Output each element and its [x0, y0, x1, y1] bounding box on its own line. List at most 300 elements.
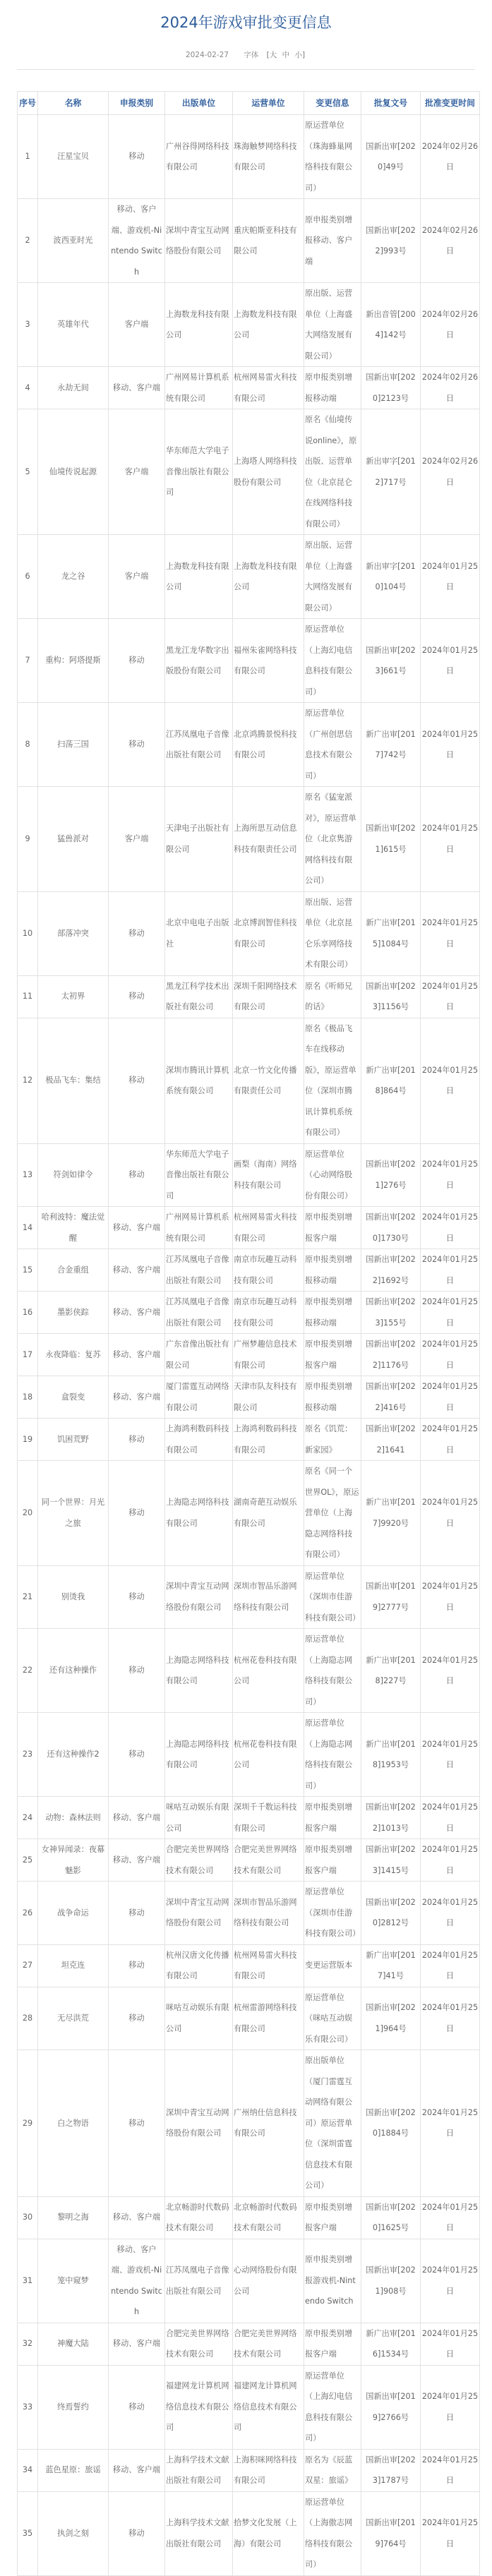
cell-index: 33 [18, 2365, 38, 2449]
table-row [18, 2365, 480, 2449]
cell-index: 19 [18, 1419, 38, 1461]
cell-category: 移动 [109, 1713, 165, 1797]
divider [17, 69, 475, 70]
cell-publisher: 江苏凤凰电子音像出版社有限公司 [165, 1249, 233, 1292]
cell-index: 4 [18, 367, 38, 409]
table-row [18, 1797, 480, 1839]
cell-operator: 深圳市智品乐游网络科技有限公司 [233, 1565, 304, 1629]
cell-index: 31 [18, 2239, 38, 2323]
cell-name: 重构：阿塔提斯 [38, 619, 109, 703]
cell-change-info: 原名《极品飞车在线移动版》，原运营单位（深圳市腾讯计算机系统有限公司） [304, 1018, 361, 1143]
cell-operator: 杭州花卷科技有限公司 [233, 1629, 304, 1713]
cell-approval-date: 2024年01月25日 [421, 1461, 480, 1566]
cell-publisher: 上海科学技术文献出版社有限公司 [165, 2449, 233, 2491]
cell-index: 16 [18, 1292, 38, 1334]
cell-index: 14 [18, 1207, 38, 1249]
cell-name: 执剑之刻 [38, 2491, 109, 2575]
cell-category: 移动、客户端 [109, 1249, 165, 1292]
cell-operator: 杭州花卷科技有限公司 [233, 1713, 304, 1797]
font-size-label: 字体 [244, 51, 259, 59]
cell-publisher: 深圳中青宝互动网络股份有限公司 [165, 1565, 233, 1629]
cell-change-info: 原申报类别增报客户端 [304, 2323, 361, 2365]
cell-change-info: 原申报类别增报移动端 [304, 1249, 361, 1292]
cell-change-info: 原申报类别增报客户端 [304, 1797, 361, 1839]
cell-approval-number: 新广出审[2017]41号 [361, 1944, 421, 1987]
cell-approval-date: 2024年02月26日 [421, 199, 480, 283]
cell-approval-date: 2024年01月25日 [421, 1797, 480, 1839]
cell-change-info: 原申报类别增报客户端 [304, 2196, 361, 2239]
cell-name: 笼中窥梦 [38, 2239, 109, 2323]
cell-approval-date: 2024年01月25日 [421, 1292, 480, 1334]
font-size-large-link[interactable]: [大 [266, 51, 277, 59]
cell-operator: 上海数龙科技有限公司 [233, 535, 304, 619]
cell-publisher: 咪咕互动娱乐有限公司 [165, 1797, 233, 1839]
cell-approval-date: 2024年01月25日 [421, 1713, 480, 1797]
cell-operator: 重庆帕斯亚科技有限公司 [233, 199, 304, 283]
cell-index: 9 [18, 787, 38, 892]
cell-operator: 广州纳仕信息科技有限公司 [233, 2050, 304, 2197]
cell-change-info: 原名为《辰蓝双星：旅谣》 [304, 2449, 361, 2491]
table-row [18, 535, 480, 619]
table-row [18, 1376, 480, 1419]
publish-date: 2024-02-27 [185, 51, 229, 59]
cell-category: 移动、客户端 [109, 367, 165, 409]
cell-operator: 北京畅游时代数码技术有限公司 [233, 2196, 304, 2239]
cell-operator: 北京鸿腾景悦科技有限公司 [233, 703, 304, 787]
cell-category: 移动 [109, 703, 165, 787]
cell-name: 盒裂变 [38, 1376, 109, 1419]
column-header-publisher: 出版单位 [165, 92, 233, 115]
cell-approval-number: 国新出审[2023]155号 [361, 1292, 421, 1334]
cell-name: 永夜降临：复苏 [38, 1334, 109, 1376]
cell-approval-number: 国新出审[2021]276号 [361, 1143, 421, 1207]
cell-operator: 南京市玩趣互动科技有限公司 [233, 1249, 304, 1292]
cell-operator: 上海数龙科技有限公司 [233, 283, 304, 367]
cell-name: 神魔大陆 [38, 2323, 109, 2365]
cell-change-info: 原名《听师兄的话》 [304, 975, 361, 1018]
cell-approval-number: 国新出审[2021]908号 [361, 2239, 421, 2323]
article-meta [0, 49, 492, 61]
cell-publisher: 天津电子出版社有限公司 [165, 787, 233, 892]
cell-publisher: 华东师范大学电子音像出版社有限公司 [165, 409, 233, 535]
cell-approval-date: 2024年01月25日 [421, 2196, 480, 2239]
cell-approval-date: 2024年01月25日 [421, 1629, 480, 1713]
cell-approval-date: 2024年01月25日 [421, 2050, 480, 2197]
cell-name: 战争命运 [38, 1882, 109, 1945]
cell-approval-date: 2024年01月25日 [421, 1143, 480, 1207]
cell-approval-date: 2024年01月25日 [421, 1334, 480, 1376]
table-row [18, 1419, 480, 1461]
cell-change-info: 原运营单位（上海隐志网络科技有限公司） [304, 1629, 361, 1713]
cell-publisher: 上海隐志网络科技有限公司 [165, 1713, 233, 1797]
cell-approval-number: 新广出审[2015]1084号 [361, 891, 421, 975]
cell-operator: 福建网龙计算机网络信息技术有限公司 [233, 2365, 304, 2449]
cell-change-info: 原申报类别增报移动端 [304, 1292, 361, 1334]
cell-publisher: 咪咕互动娱乐有限公司 [165, 1987, 233, 2050]
table-row [18, 2491, 480, 2575]
cell-category: 移动、客户端 [109, 2323, 165, 2365]
font-size-medium-link[interactable]: 中 [282, 51, 290, 59]
table-row [18, 975, 480, 1018]
cell-change-info: 原运营单位（上海傲志网络科技有限公司） [304, 2491, 361, 2575]
column-header-operator: 运营单位 [233, 92, 304, 115]
column-header-name: 名称 [38, 92, 109, 115]
cell-approval-number: 新出审字[2010]104号 [361, 535, 421, 619]
cell-approval-number: 国新出审[2022]1692号 [361, 1249, 421, 1292]
cell-operator: 杭州网易雷火科技有限公司 [233, 367, 304, 409]
cell-category: 移动、客户端、游戏机-Nintendo Switch [109, 2239, 165, 2323]
cell-publisher: 上海隐志网络科技有限公司 [165, 1629, 233, 1713]
cell-publisher: 江苏凤凰电子音像出版社有限公司 [165, 2239, 233, 2323]
cell-index: 27 [18, 1944, 38, 1987]
cell-change-info: 原名《饥荒：新家园》 [304, 1419, 361, 1461]
cell-approval-number: 国新出审[2019]2766号 [361, 2365, 421, 2449]
page-title: 2024年游戏审批变更信息 [160, 14, 332, 31]
cell-change-info: 原运营单位（上海幻电信息科技有限公司） [304, 619, 361, 703]
cell-index: 7 [18, 619, 38, 703]
cell-approval-date: 2024年01月25日 [421, 2449, 480, 2491]
table-row [18, 619, 480, 703]
cell-approval-date: 2024年01月25日 [421, 787, 480, 892]
table-row [18, 1987, 480, 2050]
cell-name: 猛兽派对 [38, 787, 109, 892]
table-header-row [18, 92, 480, 115]
cell-name: 女神异闻录：夜幕魅影 [38, 1839, 109, 1882]
cell-publisher: 北京中电电子出版社 [165, 891, 233, 975]
cell-index: 35 [18, 2491, 38, 2575]
cell-name: 坦克连 [38, 1944, 109, 1987]
cell-change-info: 原运营单位（上海隐志网络科技有限公司） [304, 1713, 361, 1797]
cell-index: 11 [18, 975, 38, 1018]
cell-approval-number: 国新出审[2020]49号 [361, 115, 421, 199]
table-row [18, 787, 480, 892]
cell-name: 同一个世界：月光之旅 [38, 1461, 109, 1566]
cell-approval-date: 2024年01月25日 [421, 1987, 480, 2050]
cell-approval-number: 国新出审[2022]1013号 [361, 1797, 421, 1839]
cell-name: 龙之谷 [38, 535, 109, 619]
cell-operator: 画梨（海南）网络科技有限公司 [233, 1143, 304, 1207]
cell-category: 移动 [109, 2050, 165, 2197]
cell-index: 24 [18, 1797, 38, 1839]
cell-publisher: 合肥完美世界网络技术有限公司 [165, 2323, 233, 2365]
cell-category: 移动 [109, 1987, 165, 2050]
cell-name: 太初界 [38, 975, 109, 1018]
cell-index: 22 [18, 1629, 38, 1713]
cell-name: 蓝色星原：旅谣 [38, 2449, 109, 2491]
cell-index: 30 [18, 2196, 38, 2239]
cell-publisher: 杭州汉唐文化传播有限公司 [165, 1944, 233, 1987]
cell-category: 移动、客户端 [109, 1207, 165, 1249]
cell-category: 移动 [109, 1882, 165, 1945]
cell-operator: 北京一竹文化传播有限责任公司 [233, 1018, 304, 1143]
cell-index: 32 [18, 2323, 38, 2365]
cell-name: 符剑如律令 [38, 1143, 109, 1207]
cell-category: 移动、客户端 [109, 1334, 165, 1376]
approval-change-table [17, 91, 480, 2576]
cell-name: 极品飞车：集结 [38, 1018, 109, 1143]
cell-approval-number: 新广出审[2017]742号 [361, 703, 421, 787]
cell-category: 客户端 [109, 535, 165, 619]
cell-operator: 杭州雷游网络科技有限公司 [233, 1987, 304, 2050]
cell-category: 移动 [109, 619, 165, 703]
cell-change-info: 原运营单位（咪咕互动娱乐有限公司） [304, 1987, 361, 2050]
cell-index: 6 [18, 535, 38, 619]
cell-publisher: 广州网易计算机系统有限公司 [165, 1207, 233, 1249]
cell-approval-number: 国新出审[2021]964号 [361, 1987, 421, 2050]
cell-publisher: 江苏凤凰电子音像出版社有限公司 [165, 1292, 233, 1334]
cell-publisher: 华东师范大学电子音像出版社有限公司 [165, 1143, 233, 1207]
cell-publisher: 深圳中青宝互动网络股份有限公司 [165, 1882, 233, 1945]
cell-approval-number: 新出审字[2012]717号 [361, 409, 421, 535]
cell-approval-number: 国新出审[2021]615号 [361, 787, 421, 892]
cell-category: 移动 [109, 115, 165, 199]
table-row [18, 1461, 480, 1566]
cell-change-info: 原运营单位（深圳市佳游科技有限公司） [304, 1882, 361, 1945]
table-row [18, 1143, 480, 1207]
cell-index: 3 [18, 283, 38, 367]
cell-name: 仙境传说起源 [38, 409, 109, 535]
table-row [18, 367, 480, 409]
cell-change-info: 原运营单位（深圳市佳游科技有限公司） [304, 1565, 361, 1629]
cell-approval-date: 2024年01月25日 [421, 2323, 480, 2365]
cell-category: 客户端 [109, 283, 165, 367]
cell-approval-date: 2024年02月26日 [421, 283, 480, 367]
cell-change-info: 原运营单位（珠海蜂巢网络科技有限公司） [304, 115, 361, 199]
font-size-switcher [239, 51, 306, 59]
cell-approval-number: 国新出审[2020]2812号 [361, 1882, 421, 1945]
cell-approval-date: 2024年01月25日 [421, 2365, 480, 2449]
cell-operator: 北京博润智佳科技有限公司 [233, 891, 304, 975]
table-row [18, 1565, 480, 1629]
table-row [18, 1882, 480, 1945]
cell-approval-date: 2024年02月26日 [421, 409, 480, 535]
cell-index: 34 [18, 2449, 38, 2491]
cell-approval-date: 2024年01月25日 [421, 703, 480, 787]
cell-approval-number: 新出音管[2004]142号 [361, 283, 421, 367]
cell-change-info: 原名《猛宠派对》，原运营单位（北京隽游网络科技有限公司） [304, 787, 361, 892]
cell-index: 1 [18, 115, 38, 199]
cell-approval-date: 2024年02月26日 [421, 367, 480, 409]
cell-category: 移动、客户端、游戏机-Nintendo Switch [109, 199, 165, 283]
cell-approval-number: 新广出审[2018]864号 [361, 1018, 421, 1143]
cell-approval-number: 国新出审[2022]1176号 [361, 1334, 421, 1376]
cell-approval-date: 2024年02月26日 [421, 115, 480, 199]
cell-index: 8 [18, 703, 38, 787]
cell-name: 合金重组 [38, 1249, 109, 1292]
cell-publisher: 上海隐志网络科技有限公司 [165, 1461, 233, 1566]
cell-category: 移动 [109, 1143, 165, 1207]
cell-index: 28 [18, 1987, 38, 2050]
table-row [18, 283, 480, 367]
cell-publisher: 合肥完美世界网络技术有限公司 [165, 1839, 233, 1882]
cell-category: 移动、客户端 [109, 1839, 165, 1882]
cell-operator: 广州梦趣信息技术有限公司 [233, 1334, 304, 1376]
cell-operator: 天津市队友科技有限公司 [233, 1376, 304, 1419]
cell-category: 移动 [109, 1018, 165, 1143]
cell-category: 移动 [109, 891, 165, 975]
cell-index: 10 [18, 891, 38, 975]
cell-approval-number: 国新出审[2022]993号 [361, 199, 421, 283]
table-row [18, 1018, 480, 1143]
table-row [18, 1292, 480, 1334]
cell-publisher: 上海鸿利数码科技有限公司 [165, 1419, 233, 1461]
cell-approval-date: 2024年01月25日 [421, 1207, 480, 1249]
cell-change-info: 原运营单位（心动网络股份有限公司） [304, 1143, 361, 1207]
cell-approval-date: 2024年01月25日 [421, 535, 480, 619]
cell-change-info: 原申报类别增报移动端 [304, 367, 361, 409]
cell-approval-number: 国新出审[2023]1156号 [361, 975, 421, 1018]
cell-operator: 上海鸿利数码科技有限公司 [233, 1419, 304, 1461]
cell-approval-number: 国新出审[2023]1787号 [361, 2449, 421, 2491]
cell-change-info: 原名《同一个世界OL》，原运营单位（上海隐志网络科技有限公司） [304, 1461, 361, 1566]
cell-approval-date: 2024年01月25日 [421, 1419, 480, 1461]
cell-approval-date: 2024年01月25日 [421, 1565, 480, 1629]
cell-name: 终焉誓约 [38, 2365, 109, 2449]
cell-change-info: 原申报类别增报游戏机-Nintendo Switch [304, 2239, 361, 2323]
cell-change-info: 原运营单位（广州创思信息技术有限公司） [304, 703, 361, 787]
cell-publisher: 广州谷得网络科技有限公司 [165, 115, 233, 199]
table-row [18, 1207, 480, 1249]
table-row [18, 2196, 480, 2239]
cell-category: 移动 [109, 975, 165, 1018]
column-header-index: 序号 [18, 92, 38, 115]
table-row [18, 1713, 480, 1797]
cell-change-info: 原出版单位（厦门雷霆互动网络有限公司）原运营单位（深圳雷霆信息技术有限公司） [304, 2050, 361, 2197]
cell-name: 黎明之海 [38, 2196, 109, 2239]
cell-category: 客户端 [109, 787, 165, 892]
cell-category: 移动、客户端 [109, 1292, 165, 1334]
cell-approval-number: 国新出审[2020]1884号 [361, 2050, 421, 2197]
table-row [18, 409, 480, 535]
cell-operator: 合肥完美世界网络技术有限公司 [233, 2323, 304, 2365]
cell-index: 12 [18, 1018, 38, 1143]
cell-index: 21 [18, 1565, 38, 1629]
cell-operator: 杭州网易雷火科技有限公司 [233, 1207, 304, 1249]
cell-approval-number: 新广出审[2018]227号 [361, 1629, 421, 1713]
cell-name: 哈利波特：魔法觉醒 [38, 1207, 109, 1249]
cell-approval-number: 国新出审[2022]1641 [361, 1419, 421, 1461]
cell-index: 20 [18, 1461, 38, 1566]
cell-index: 2 [18, 199, 38, 283]
cell-operator: 合肥完美世界网络技术有限公司 [233, 1839, 304, 1882]
cell-approval-number: 国新出审[2023]1415号 [361, 1839, 421, 1882]
cell-name: 墨影侠踪 [38, 1292, 109, 1334]
cell-publisher: 北京畅游时代数码技术有限公司 [165, 2196, 233, 2239]
cell-category: 移动 [109, 1461, 165, 1566]
cell-approval-date: 2024年01月25日 [421, 2239, 480, 2323]
cell-publisher: 厦门雷霆互动网络有限公司 [165, 1376, 233, 1419]
cell-name: 还有这种操作 [38, 1629, 109, 1713]
cell-operator: 上海塔人网络科技股份有限公司 [233, 409, 304, 535]
cell-category: 移动、客户端 [109, 1376, 165, 1419]
cell-name: 还有这种操作2 [38, 1713, 109, 1797]
cell-publisher: 深圳市腾讯计算机系统有限公司 [165, 1018, 233, 1143]
cell-approval-number: 新广出审[2018]1953号 [361, 1713, 421, 1797]
cell-index: 5 [18, 409, 38, 535]
cell-approval-date: 2024年01月25日 [421, 975, 480, 1018]
cell-index: 26 [18, 1882, 38, 1945]
column-header-approval-date: 批准变更时间 [421, 92, 480, 115]
cell-operator: 深圳市智品乐游网络科技有限公司 [233, 1882, 304, 1945]
table-row [18, 891, 480, 975]
font-size-small-link[interactable]: 小] [294, 51, 306, 59]
cell-approval-number: 国新出审[2020]2123号 [361, 367, 421, 409]
table-row [18, 703, 480, 787]
table-row [18, 2050, 480, 2197]
cell-change-info: 原出版、运营单位（上海盛大网络发展有限公司） [304, 283, 361, 367]
cell-index: 17 [18, 1334, 38, 1376]
cell-approval-number: 新广出审[2016]1534号 [361, 2323, 421, 2365]
cell-operator: 湖南奇葩互动娱乐有限公司 [233, 1461, 304, 1566]
table-row [18, 199, 480, 283]
cell-change-info: 原名《仙境传说online》，原出版、运营单位（北京昆仑在线网络科技有限公司） [304, 409, 361, 535]
table-row [18, 1839, 480, 1882]
cell-change-info: 原申报类别增报客户端 [304, 1839, 361, 1882]
cell-name: 白之物语 [38, 2050, 109, 2197]
table-row [18, 1249, 480, 1292]
cell-publisher: 黑龙江龙华数字出版股份有限公司 [165, 619, 233, 703]
cell-category: 移动 [109, 1565, 165, 1629]
cell-operator: 杭州网易雷火科技有限公司 [233, 1944, 304, 1987]
cell-change-info: 原申报类别增报客户端 [304, 1207, 361, 1249]
table-row [18, 1944, 480, 1987]
cell-approval-date: 2024年01月25日 [421, 1944, 480, 1987]
cell-approval-date: 2024年01月25日 [421, 619, 480, 703]
cell-name: 扫荡三国 [38, 703, 109, 787]
cell-publisher: 上海数龙科技有限公司 [165, 283, 233, 367]
cell-operator: 心动网络股份有限公司 [233, 2239, 304, 2323]
cell-operator: 珠海触梦网络科技有限公司 [233, 115, 304, 199]
cell-approval-number: 国新出审[2022]416号 [361, 1376, 421, 1419]
cell-change-info: 原申报类别增报客户端 [304, 1334, 361, 1376]
cell-name: 部落冲突 [38, 891, 109, 975]
cell-operator: 南京市玩趣互动科技有限公司 [233, 1292, 304, 1334]
cell-publisher: 深圳中青宝互动网络股份有限公司 [165, 199, 233, 283]
cell-approval-number: 国新出审[2019]764号 [361, 2491, 421, 2575]
cell-index: 13 [18, 1143, 38, 1207]
table-row [18, 1629, 480, 1713]
cell-approval-date: 2024年01月25日 [421, 1249, 480, 1292]
cell-category: 移动 [109, 1419, 165, 1461]
cell-publisher: 深圳中青宝互动网络股份有限公司 [165, 2050, 233, 2197]
cell-category: 移动 [109, 1944, 165, 1987]
cell-publisher: 广州网易计算机系统有限公司 [165, 367, 233, 409]
cell-publisher: 福建网龙计算机网络信息技术有限公司 [165, 2365, 233, 2449]
cell-name: 无尽洪荒 [38, 1987, 109, 2050]
cell-approval-number: 国新出审[2020]1730号 [361, 1207, 421, 1249]
cell-approval-date: 2024年01月25日 [421, 1018, 480, 1143]
cell-index: 25 [18, 1839, 38, 1882]
cell-operator: 福州朱雀网络科技有限公司 [233, 619, 304, 703]
column-header-change-info: 变更信息 [304, 92, 361, 115]
column-header-category: 申报类别 [109, 92, 165, 115]
cell-index: 15 [18, 1249, 38, 1292]
cell-approval-number: 新广出审[2017]9920号 [361, 1461, 421, 1566]
cell-operator: 上海所思互动信息科技有限责任公司 [233, 787, 304, 892]
cell-approval-number: 国新出审[2023]661号 [361, 619, 421, 703]
table-row [18, 115, 480, 199]
cell-change-info: 原申报类别增报移动、客户端 [304, 199, 361, 283]
cell-index: 18 [18, 1376, 38, 1419]
cell-name: 永劫无间 [38, 367, 109, 409]
cell-approval-number: 国新出审[2020]1625号 [361, 2196, 421, 2239]
cell-operator: 拾梦文化发展（上海）有限公司 [233, 2491, 304, 2575]
cell-approval-date: 2024年01月25日 [421, 1839, 480, 1882]
cell-approval-date: 2024年01月25日 [421, 891, 480, 975]
cell-change-info: 原运营单位（上海幻电信息科技有限公司） [304, 2365, 361, 2449]
cell-name: 波西亚时光 [38, 199, 109, 283]
cell-category: 移动、客户端 [109, 1797, 165, 1839]
